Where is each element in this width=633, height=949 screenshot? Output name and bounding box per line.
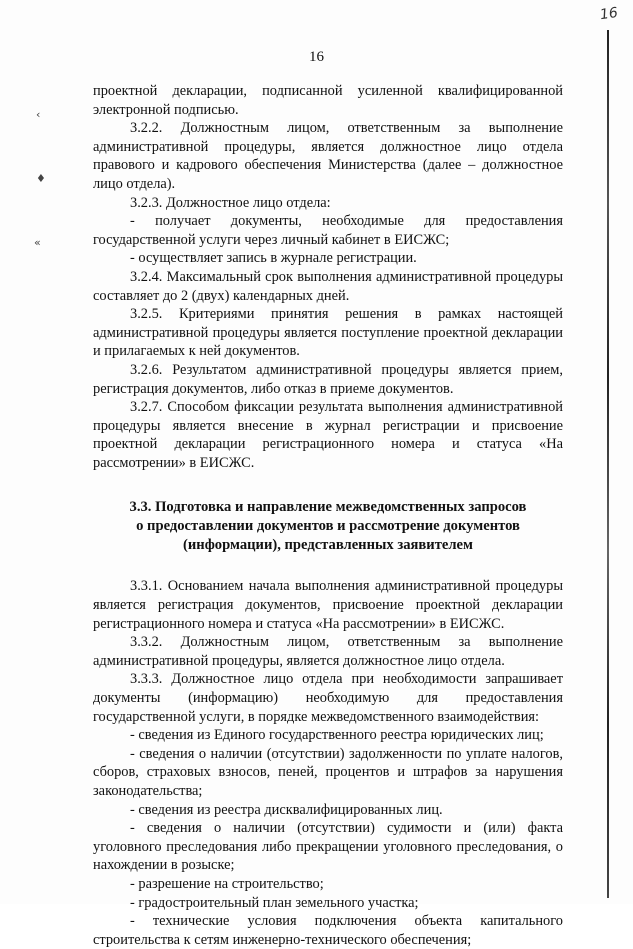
paragraph: 3.3.3. Должностное лицо отдела при необходимости запрашивает документы (информацию) необходимую для предоставления государственной услуги, в порядке межведомственного взаимодействия: xyxy=(93,671,563,725)
section-heading-line: о предоставлении документов и рассмотрение документов xyxy=(136,518,520,535)
margin-mark: ♦ xyxy=(36,172,46,185)
margin-mark: « xyxy=(34,236,41,249)
paragraph: 3.2.6. Результатом административной процедуры является прием, регистрация документов, либо отказ в приеме документов. xyxy=(93,361,563,397)
paragraph: - осуществляет запись в журнале регистрации. xyxy=(130,250,417,267)
handwritten-page-mark: 16 xyxy=(598,4,619,24)
paragraph: 3.2.2. Должностным лицом, ответственным за выполнение административной процедуры, является должностное лицо отдела правового и кадрового обеспечения Министерства (далее – должностное лицо отдела). xyxy=(93,120,563,192)
paragraph: 3.2.4. Максимальный срок выполнения административной процедуры составляет до 2 (двух) календарных дней. xyxy=(93,268,563,304)
paragraph: проектной декларации, подписанной усиленной квалифицированной электронной подписью. xyxy=(93,83,563,118)
paragraph-group-top xyxy=(93,82,563,472)
paragraph: - сведения о наличии (отсутствии) судимости и (или) факта уголовного преследования либо прекращении уголовного преследования, о нахождении в розыске; xyxy=(93,820,563,874)
paragraph: - технические условия подключения объекта капитального строительства к сетям инженерно-технического обеспечения; xyxy=(93,913,563,948)
paragraph: - получает документы, необходимые для предоставления государственной услуги через личный кабинет в ЕИСЖС; xyxy=(93,213,563,248)
paragraph: 3.2.7. Способом фиксации результата выполнения административной процедуры является внесение в журнал регистрации и присвоение проектной декларации регистрационного номера и статуса «На рассмотрении» в ЕИСЖС. xyxy=(93,399,563,471)
section-heading-line: 3.3. Подготовка и направление межведомственных запросов xyxy=(129,499,527,516)
paragraph: 3.2.3. Должностное лицо отдела: xyxy=(130,194,331,211)
page-number: 16 xyxy=(309,49,324,65)
paragraph: 3.2.5. Критериями принятия решения в рамках настоящей административной процедуры является поступление проектной декларации и прилагаемых к ней документов. xyxy=(93,306,563,360)
paragraph: - сведения из Единого государственного реестра юридических лиц; xyxy=(130,727,544,744)
paragraph: - градостроительный план земельного участка; xyxy=(130,894,419,911)
section-heading-line: (информации), представленных заявителем xyxy=(183,537,473,554)
paragraph: - разрешение на строительство; xyxy=(130,875,324,892)
paragraph: - сведения из реестра дисквалифицированных лиц. xyxy=(130,801,443,818)
paragraph: 3.3.1. Основанием начала выполнения административной процедуры является регистрация документов, присвоение проектной декларации регистрационного номера и статуса «На рассмотрении» в ЕИСЖС. xyxy=(93,578,563,632)
paragraph: - сведения о наличии (отсутствии) задолженности по уплате налогов, сборов, страховых взносов, пеней, процентов и штрафов за нарушения законодательства; xyxy=(93,745,563,799)
binding-edge xyxy=(607,30,609,898)
document-body xyxy=(93,82,563,949)
section-heading xyxy=(93,498,563,555)
paragraph: 3.3.2. Должностным лицом, ответственным за выполнение административной процедуры, является должностное лицо отдела. xyxy=(93,634,563,669)
margin-mark: ‹ xyxy=(36,108,41,121)
paragraph-group-bottom xyxy=(93,577,563,949)
